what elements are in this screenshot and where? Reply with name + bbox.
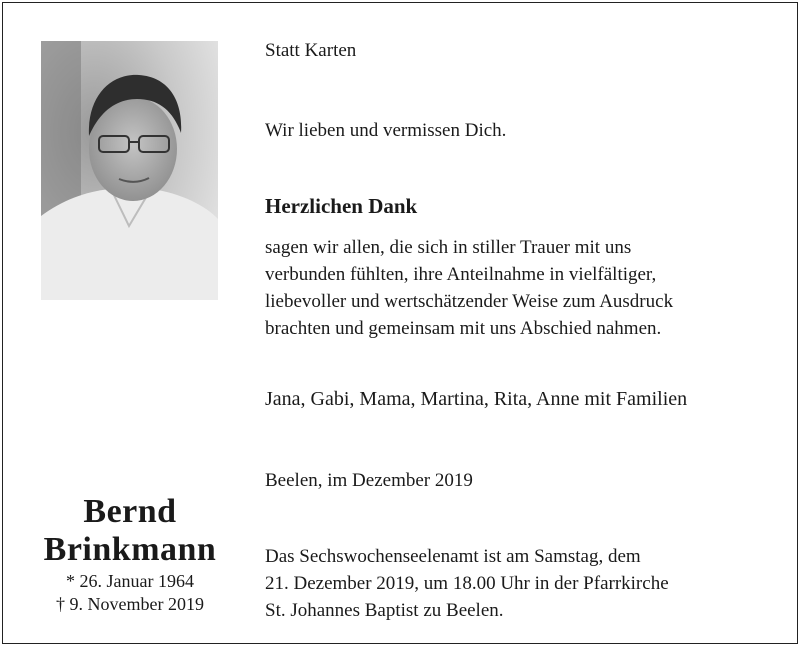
thanks-line: verbunden fühlten, ihre Anteilnahme in vielfältiger, — [265, 264, 657, 285]
place-date: Beelen, im Dezember 2019 — [265, 470, 473, 491]
thanks-paragraph — [265, 234, 673, 342]
thanks-line: brachten und gemeinsam mit uns Abschied nahmen. — [265, 318, 662, 339]
thanks-line: liebevoller und wertschätzender Weise zum Ausdruck — [265, 291, 674, 312]
motto-text: Wir lieben und vermissen Dich. — [265, 120, 507, 141]
portrait-image — [41, 41, 218, 300]
notice-line: 21. Dezember 2019, um 18.00 Uhr in der Pfarrkirche — [265, 573, 669, 594]
death-date: † 9. November 2019 — [56, 594, 204, 614]
thanks-line: sagen wir allen, die sich in stiller Trauer mit uns — [265, 237, 632, 258]
deceased-first-name: Bernd — [83, 493, 177, 530]
intro-text: Statt Karten — [265, 40, 357, 61]
notice-line: Das Sechswochenseelenamt ist am Samstag, dem — [265, 546, 641, 567]
deceased-last-name: Brinkmann — [43, 531, 217, 568]
portrait-photo — [41, 41, 218, 300]
notice-line: St. Johannes Baptist zu Beelen. — [265, 600, 504, 621]
family-signature: Jana, Gabi, Mama, Martina, Rita, Anne mit Familien — [265, 388, 688, 410]
birth-date: * 26. Januar 1964 — [66, 571, 194, 591]
obituary-card — [2, 2, 798, 644]
service-notice — [265, 543, 669, 624]
thanks-heading: Herzlichen Dank — [265, 194, 418, 218]
